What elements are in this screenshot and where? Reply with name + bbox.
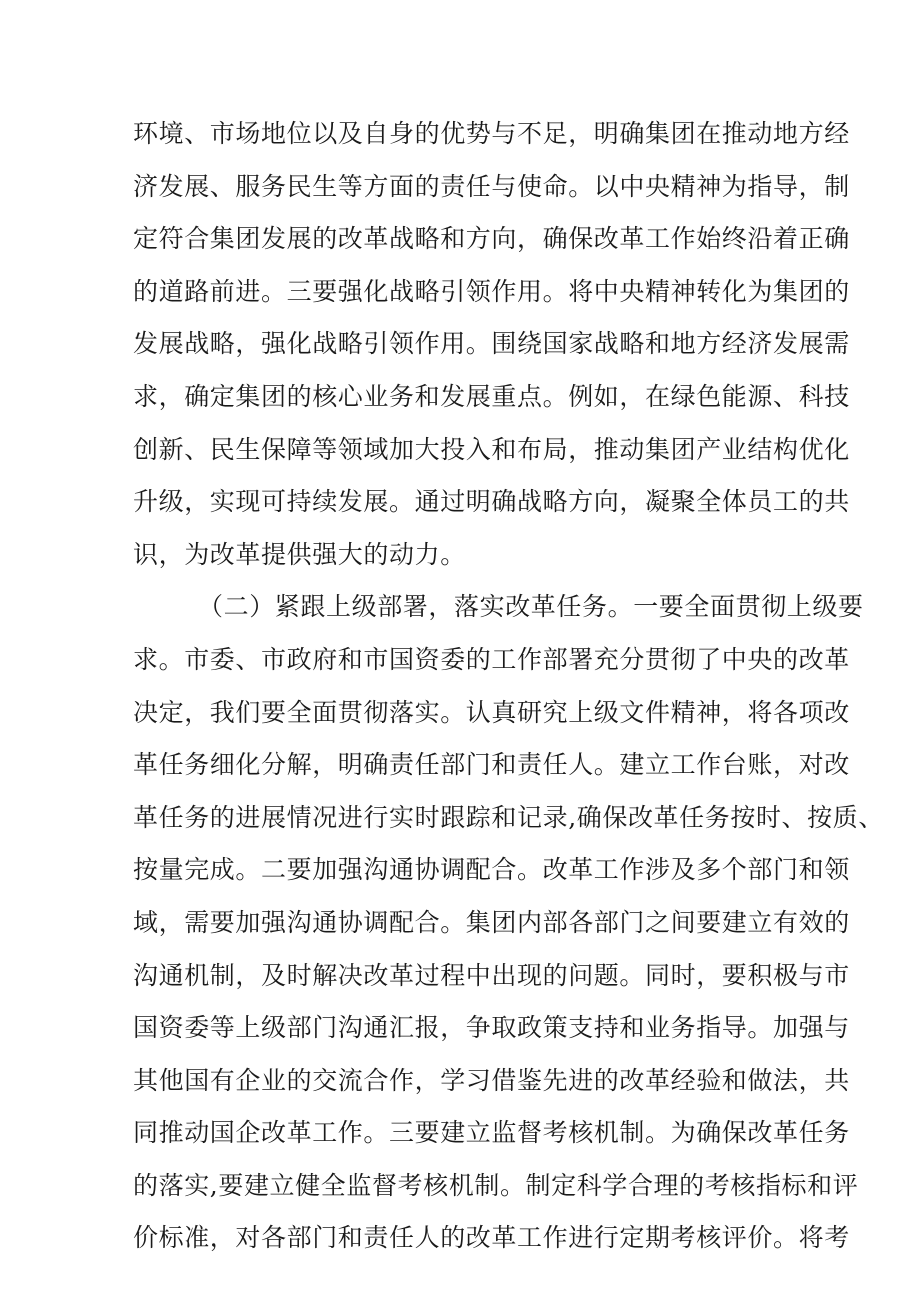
text-line: 升级，实现可持续发展。通过明确战略方向，凝聚全体员工的共 <box>133 487 850 517</box>
text-line: 求。市委、市政府和市国资委的工作部署充分贯彻了中央的改革 <box>133 644 850 674</box>
text-line: 的落实,要建立健全监督考核机制。制定科学合理的考核指标和评 <box>133 1170 859 1200</box>
text-line: 同推动国企改革工作。三要建立监督考核机制。为确保改革任务 <box>133 1118 850 1148</box>
text-line: 沟通机制，及时解决改革过程中出现的问题。同时，要积极与市 <box>133 960 850 990</box>
text-line: 革任务的进展情况进行实时跟踪和记录,确保改革任务按时、按质、 <box>133 802 884 832</box>
text-line: 创新、民生保障等领域加大投入和布局，推动集团产业结构优化 <box>133 434 850 464</box>
text-line: 按量完成。二要加强沟通协调配合。改革工作涉及多个部门和领 <box>133 855 850 885</box>
text-line: 其他国有企业的交流合作，学习借鉴先进的改革经验和做法，共 <box>133 1065 850 1095</box>
text-line: 价标准，对各部门和责任人的改革工作进行定期考核评价。将考 <box>133 1223 850 1253</box>
document-body <box>133 108 884 1265</box>
text-line: 域，需要加强沟通协调配合。集团内部各部门之间要建立有效的 <box>133 907 850 937</box>
text-line: 求，确定集团的核心业务和发展重点。例如，在绿色能源、科技 <box>133 381 850 411</box>
text-line: 决定，我们要全面贯彻落实。认真研究上级文件精神，将各项改 <box>133 697 850 727</box>
text-line: （二）紧跟上级部署，落实改革任务。一要全面贯彻上级要 <box>198 592 864 622</box>
paragraph-1 <box>133 108 850 581</box>
text-line: 革任务细化分解，明确责任部门和责任人。建立工作台账，对改 <box>133 750 850 780</box>
text-line: 的道路前进。三要强化战略引领作用。将中央精神转化为集团的 <box>133 276 850 306</box>
text-line: 环境、市场地位以及自身的优势与不足，明确集团在推动地方经 <box>133 119 850 148</box>
text-line: 识，为改革提供强大的动力。 <box>133 539 466 569</box>
text-line: 定符合集团发展的改革战略和方向，确保改革工作始终沿着正确 <box>133 224 850 254</box>
text-line: 发展战略，强化战略引领作用。围绕国家战略和地方经济发展需 <box>133 329 850 359</box>
paragraph-2 <box>133 581 884 1265</box>
text-line: 国资委等上级部门沟通汇报，争取政策支持和业务指导。加强与 <box>133 1013 850 1043</box>
text-line: 济发展、服务民生等方面的责任与使命。以中央精神为指导，制 <box>133 171 850 201</box>
